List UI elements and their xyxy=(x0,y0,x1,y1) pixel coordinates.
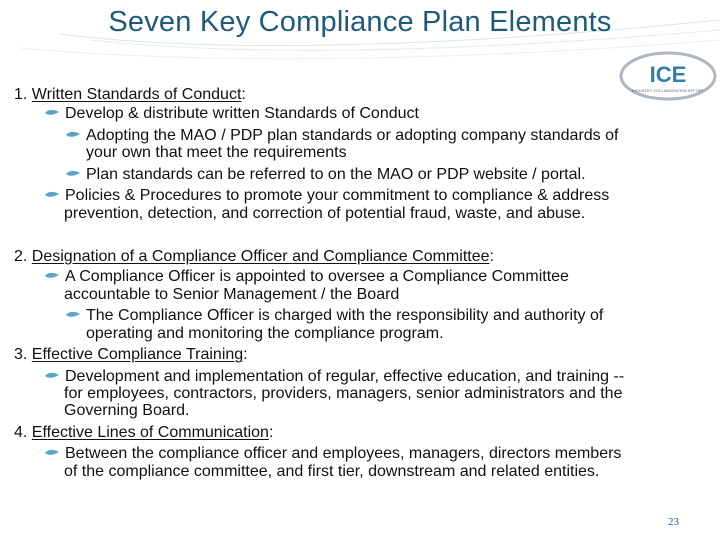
section-3-heading: 3. Effective Compliance Training: xyxy=(14,346,248,363)
svg-text:INDUSTRY COLLABORATION EFFORT: INDUSTRY COLLABORATION EFFORT xyxy=(631,88,705,93)
list-item: Policies & Procedures to promote your commitment to compliance & address xyxy=(44,187,609,204)
svg-text:ICE: ICE xyxy=(649,62,687,87)
list-item-continuation: Governing Board. xyxy=(64,402,190,419)
list-item: The Compliance Officer is charged with the responsibility and authority of xyxy=(65,307,603,324)
bullet-icon xyxy=(44,271,60,282)
bullet-icon xyxy=(44,448,60,459)
list-item-continuation: your own that meet the requirements xyxy=(86,144,347,161)
list-item: Between the compliance officer and employees, managers, directors members xyxy=(44,445,621,462)
list-item-continuation: for employees, contractors, providers, managers, senior administrators and the xyxy=(64,385,623,402)
list-item-continuation: accountable to Senior Management / the Board xyxy=(64,286,400,303)
list-item: Develop & distribute written Standards of Conduct xyxy=(44,105,419,122)
list-item: Development and implementation of regular, effective education, and training -- xyxy=(44,368,624,385)
section-2-heading: 2. Designation of a Compliance Officer and Compliance Committee: xyxy=(14,248,494,265)
section-4-heading: 4. Effective Lines of Communication: xyxy=(14,424,274,441)
list-item: A Compliance Officer is appointed to oversee a Compliance Committee xyxy=(44,268,569,285)
slide-title: Seven Key Compliance Plan Elements xyxy=(108,6,612,38)
list-item: Plan standards can be referred to on the MAO or PDP website / portal. xyxy=(65,166,586,183)
bullet-icon xyxy=(65,169,81,180)
list-item: Adopting the MAO / PDP plan standards or adopting company standards of xyxy=(65,127,618,144)
bullet-icon xyxy=(65,310,81,321)
bullet-icon xyxy=(44,371,60,382)
list-item-continuation: of the compliance committee, and first tier, downstream and related entities. xyxy=(64,463,600,480)
bullet-icon xyxy=(44,190,60,201)
section-heading-text: Effective Compliance Training xyxy=(31,346,244,363)
bullet-icon xyxy=(44,108,60,119)
bullet-icon xyxy=(65,130,81,141)
section-heading-text: Written Standards of Conduct xyxy=(31,86,242,103)
section-heading-text: Effective Lines of Communication xyxy=(31,424,269,441)
list-item-continuation: prevention, detection, and correction of potential fraud, waste, and abuse. xyxy=(64,205,586,222)
list-item-continuation: operating and monitoring the compliance program. xyxy=(86,325,444,342)
section-heading-text: Designation of a Compliance Officer and Compliance Committee xyxy=(31,248,490,265)
section-1-heading: 1. Written Standards of Conduct: xyxy=(14,86,246,103)
page-number: 23 xyxy=(668,516,679,528)
